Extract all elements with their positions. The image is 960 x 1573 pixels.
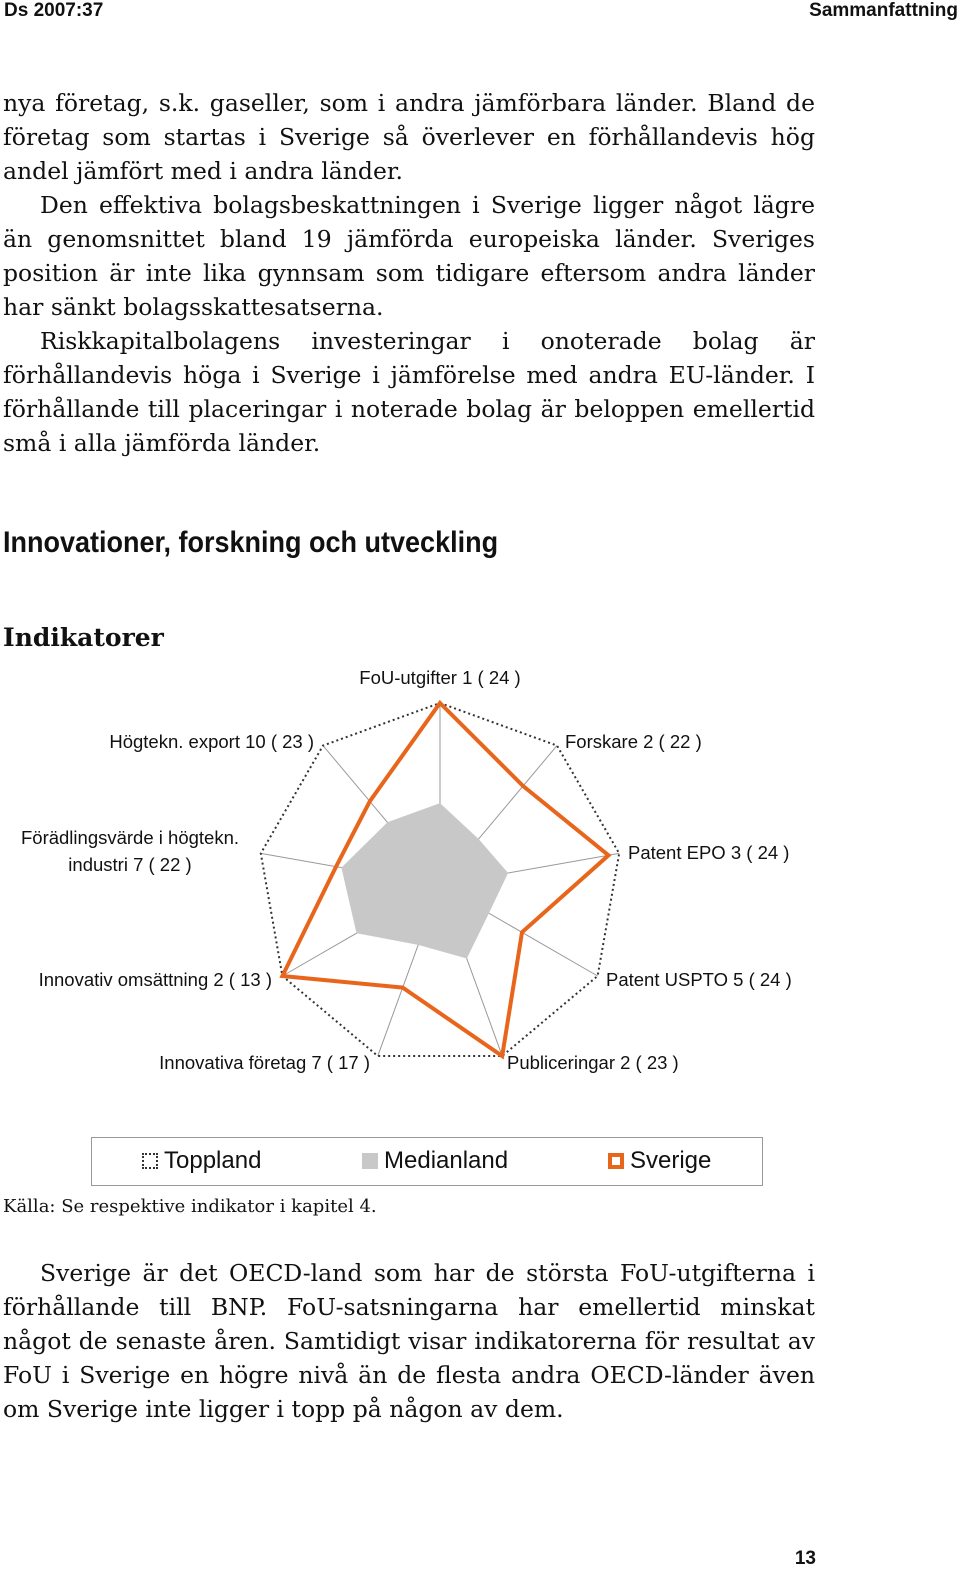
chart-legend: [91, 1137, 763, 1186]
axis-label: Publiceringar 2 ( 23 ): [507, 1052, 679, 1073]
paragraph: Riskkapitalbolagens investeringar i onoterade bolag är förhållandevis höga i Sverige i jämförelse med andra EU-länder. I förhållande till placeringar i noterade bolag är beloppen emellertid små i alla jämförda länder.: [3, 327, 815, 457]
running-header-right: Sammanfattning: [809, 0, 958, 21]
series-medianland-area: [341, 803, 508, 958]
legend-item-medianland: [362, 1147, 508, 1175]
axis-label: Innovativ omsättning 2 ( 13 ): [38, 969, 272, 990]
axis-label: Innovativa företag 7 ( 17 ): [159, 1052, 370, 1073]
sverige-swatch-icon: [608, 1153, 624, 1169]
running-header-left: Ds 2007:37: [4, 0, 104, 21]
legend-label: Sverige: [630, 1147, 712, 1174]
section-heading: Innovationer, forskning och utveckling: [3, 526, 499, 559]
legend-label: Medianland: [384, 1147, 509, 1174]
radar-chart: [0, 660, 960, 1130]
legend-item-sverige: [608, 1147, 711, 1175]
body-text-bottom: [3, 1256, 815, 1426]
medianland-swatch-icon: [362, 1153, 378, 1169]
figure-source: Källa: Se respektive indikator i kapitel 4.: [3, 1196, 377, 1217]
paragraph: Den effektiva bolagsbeskattningen i Sverige ligger något lägre än genomsnittet bland 19 jämförda europeiska länder. Sveriges position är inte lika gynnsam som tidigare eftersom andra länder har sänkt bolagsskattesatserna.: [3, 191, 815, 321]
figure-title: Indikatorer: [3, 623, 164, 652]
toppland-swatch-icon: [142, 1153, 158, 1169]
page-number: 13: [794, 1548, 816, 1569]
axis-label: Patent EPO 3 ( 24 ): [628, 842, 790, 863]
legend-label: Toppland: [164, 1147, 262, 1174]
axis-label: Forskare 2 ( 22 ): [565, 731, 702, 752]
paragraph: nya företag, s.k. gaseller, som i andra jämförbara länder. Bland de företag som startas i Sverige så överlever en förhållandevis hög andel jämfört med i andra länder.: [3, 89, 815, 185]
axis-label: Förädlingsvärde i högtekn. industri 7 ( 22 ): [20, 827, 240, 875]
paragraph: Sverige är det OECD-land som har de största FoU-utgifterna i förhållande till BNP. FoU-satsningarna har emellertid minskat något de senaste åren. Samtidigt visar indikatorerna för resultat av FoU i Sverige en högre nivå än de flesta andra OECD-länder även om Sverige inte ligger i topp på någon av dem.: [3, 1259, 815, 1423]
axis-label: Patent USPTO 5 ( 24 ): [606, 969, 792, 990]
axis-label: Högtekn. export 10 ( 23 ): [109, 731, 314, 752]
body-text-top: [3, 86, 815, 460]
legend-item-toppland: [142, 1147, 261, 1175]
axis-label: FoU-utgifter 1 ( 24 ): [359, 667, 521, 688]
